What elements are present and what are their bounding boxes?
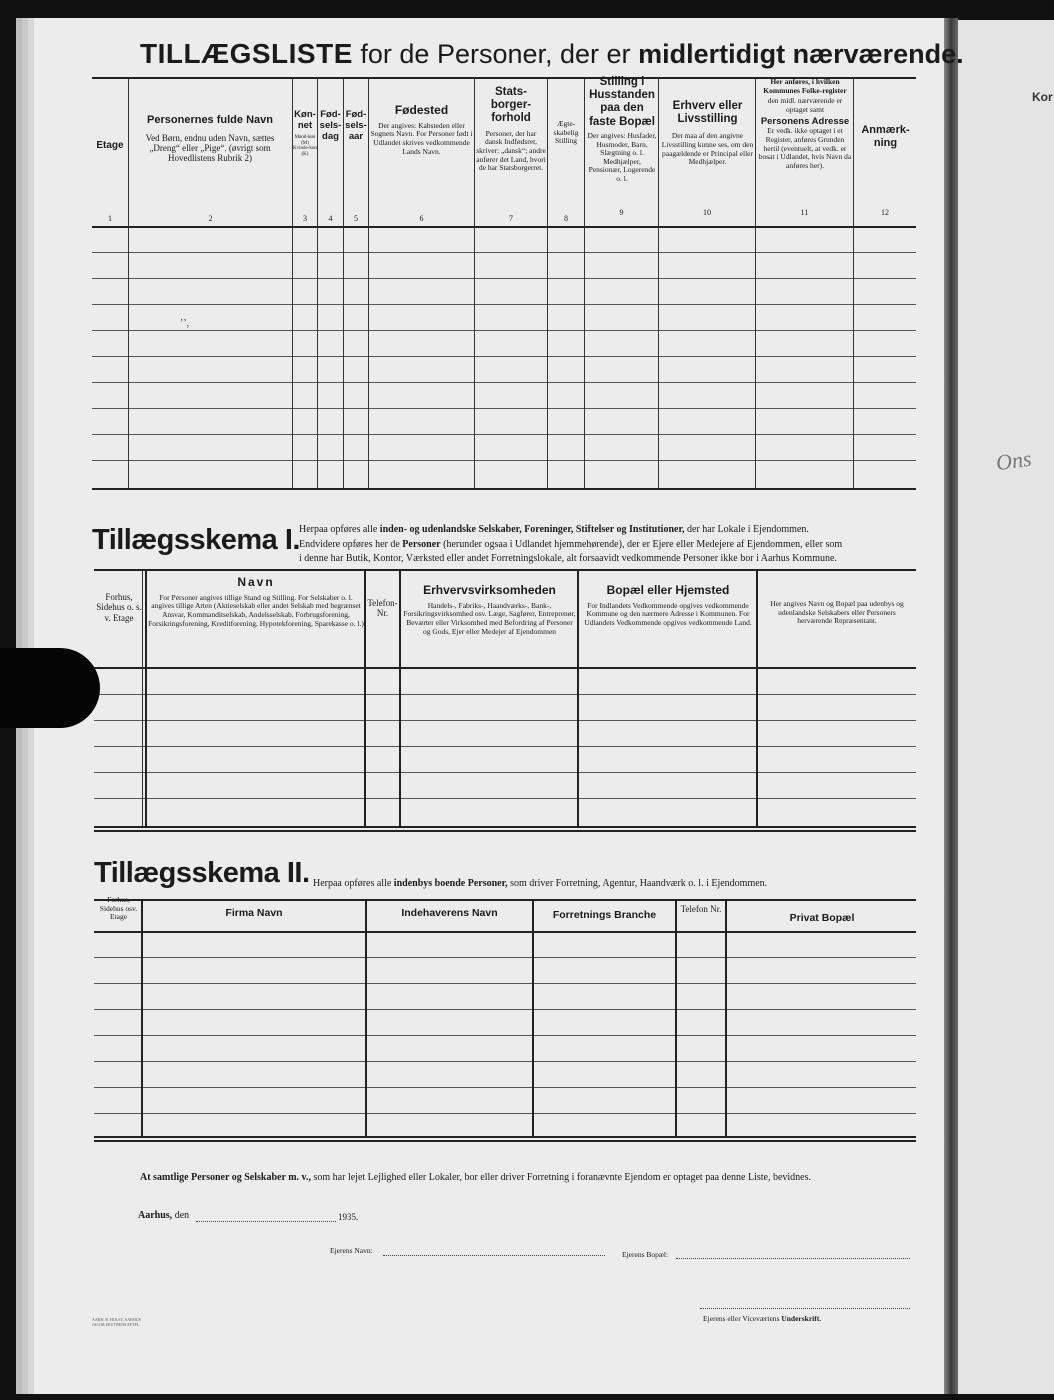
adjacent-page-handwriting: Ons [994, 445, 1033, 476]
title-end: midlertidigt nærværende. [638, 39, 964, 69]
t1-col-number: 7 [509, 214, 513, 223]
t1-header-birthday: Fød-sels-dag [319, 109, 342, 142]
schema2-row-rule [94, 957, 916, 958]
s1-header-business: Erhvervsvirksomheden Handels-, Fabriks-, Haandværks-, Bank-, Forsikringsvirksomhed osv. Læge, Sagfører, Entreprenør, Beværter eller Virksomhed med Befordring af Personer og Gods, Ejer eller Medejer af Ejendommen [403, 583, 576, 636]
s2-header-owner: Indehaverens Navn [401, 907, 498, 919]
adjacent-page-text: Kor [1032, 90, 1053, 104]
table1-row-rule [92, 330, 916, 331]
t1-col-divider [755, 78, 756, 488]
adjacent-page [958, 20, 1054, 1394]
t1-col-divider [368, 78, 369, 488]
t1-header-gender: Køn-net Mand-køn (M) Kvinde-kon (K) [293, 109, 317, 158]
schema2-top-rule [94, 899, 916, 901]
schema1-bottom-rule-double [94, 830, 916, 832]
main-title [140, 38, 964, 70]
s2-header-firm: Firma Navn [225, 907, 283, 919]
t1-col-number: 2 [208, 214, 213, 223]
table1-row-rule [92, 252, 916, 253]
t1-col-number: 6 [419, 214, 424, 223]
table1-row-rule [92, 460, 916, 461]
t1-col-number: 4 [328, 214, 333, 223]
t1-col-number: 8 [564, 214, 568, 223]
owner-name-label: Ejerens Navn: [330, 1246, 373, 1255]
s1-col-divider [399, 570, 401, 826]
s1-header-residence: Bopæl eller Hjemsted For Indlandets Vedkommende opgives vedkommende Kommune og den nærmere Adresse i Kommunen. For Udlandets Vedkommende opgives vedkommende Land. [584, 583, 752, 628]
title-middle: for de Personer, der er [360, 39, 631, 69]
t1-col-divider [658, 78, 659, 488]
index-tab [0, 648, 100, 728]
t1-col-number: 9 [619, 208, 624, 217]
handwritten-mark: ʼʼ, [180, 318, 190, 329]
t1-col-number: 11 [800, 208, 809, 217]
t1-col-number: 10 [703, 208, 711, 217]
owner-name-line [383, 1255, 605, 1256]
s2-col-divider [141, 900, 143, 1136]
table1-row-rule [92, 408, 916, 409]
table1-row-rule [92, 278, 916, 279]
table1-bottom-rule [92, 488, 916, 490]
schema2-description: Herpaa opføres alle indenbys boende Personer, som driver Forretning, Agentur, Haandværk o. l. i Ejendommen. [313, 878, 768, 889]
t1-header-household: Stilling i Husstanden paa den faste Bopæl Der angives: Husfader, Husmoder, Barn, Slægtning o. l. Medhjælper, Pensionær, Logerende o. l. [587, 76, 657, 183]
t1-header-register: Her anføres, i hvilken Kommunes Folke-register den midl. nærværende er optaget samt Personens Adresse Er vedk. ikke optaget i et Register, anføres Grunden hertil (eventuelt, at vedk. er bosat i Udlandet, hvis Navn da anføres her). [758, 77, 852, 170]
table1-row-rule [92, 434, 916, 435]
s2-col-divider [725, 900, 727, 1136]
book-gutter [944, 18, 958, 1394]
s2-header-branch: Forretnings Branche [552, 909, 657, 921]
t1-header-occupation: Erhverv eller Livsstilling Det maa af den angivne Livsstilling kunne ses, om den paagældende er Principal eller Medhjælper. [661, 100, 754, 167]
t1-col-number: 1 [108, 214, 112, 223]
owner-address-line [676, 1258, 910, 1259]
schema1-top-rule [94, 569, 916, 571]
schema1-row-rule [94, 772, 916, 773]
schema1-header-rule [94, 667, 916, 669]
signature-line [700, 1308, 910, 1309]
signature-label: Ejerens eller Viceværtens Underskrift. [703, 1314, 822, 1323]
schema1-bottom-rule [94, 826, 916, 828]
schema1-title: Tillægsskema I. [92, 524, 300, 556]
table1-row-rule [92, 382, 916, 383]
table1-header-rule [92, 226, 916, 228]
title-tillaegsliste: TILLÆGSLISTE [140, 38, 353, 69]
table1-row-rule [92, 304, 916, 305]
printer-imprint: AARH. B. HOLST, AARHUS JACOB ZEUTHENS EFTFL. [92, 1317, 141, 1327]
schema1-row-rule [94, 798, 916, 799]
s1-header-representative: Her angives Navn og Bopæl paa udenbys og udenlandske Selskabers eller Personers herværende Repræsentant. [770, 599, 904, 626]
s2-col-divider [675, 900, 677, 1136]
schema2-row-rule [94, 1009, 916, 1010]
t1-header-birthplace: Fødested Der angives: Kabsteden eller Sognets Navn. For Personer født i Udlandet skrives vedkommende Lands Navn. [370, 103, 473, 156]
s2-header-phone: Telefon Nr. [680, 904, 722, 914]
s2-col-divider [532, 900, 534, 1136]
t1-col-divider [474, 78, 475, 488]
s1-col-divider [577, 570, 579, 826]
date-line [196, 1221, 336, 1222]
year: 1935. [338, 1212, 359, 1222]
schema2-row-rule [94, 983, 916, 984]
t1-header-citizenship: Stats-borger-forhold Personer, der har dansk Indfødsret, skriver: „dansk“; andre anfører det Land, hvori de har Statsborgerret. [476, 86, 546, 173]
t1-header-name: Personernes fulde Navn Ved Børn, endnu uden Navn, sættes „Dreng“ eller „Pige“. (øvrigt som Hovedlistens Rubrik 2) [145, 114, 275, 164]
schema2-bottom-rule [94, 1136, 916, 1138]
schema2-row-rule [94, 1061, 916, 1062]
schema1-description: Herpaa opføres alle inden- og udenlandske Selskaber, Foreninger, Stiftelser og Institutioner, der har Lokale i Ejendommen. Endvidere opføres her de Personer (herunder ogsaa i Udlandet hjemmehørende), der er Ejere eller Medejere af Ejendommen, eller som i denne har Butik, Kontor, Værksted eller andet Forretningslokale, alt forsaavidt vedkommende Personer ikke bor i Aarhus Kommune. [299, 524, 843, 564]
schema1-row-rule [94, 746, 916, 747]
schema2-header-rule [94, 931, 916, 933]
t1-header-marital: Ægte-skabelig Stilling [553, 119, 579, 146]
schema2-row-rule [94, 1087, 916, 1088]
s1-header-floor: Forhus, Sidehus o. s. v. Etage [96, 592, 142, 623]
schema2-bottom-rule-double [94, 1140, 916, 1142]
t1-col-divider [853, 78, 854, 488]
t1-header-remarks: Anmærk-ning [861, 124, 910, 149]
t1-col-divider [128, 78, 129, 488]
document-page [34, 18, 944, 1394]
t1-header-birthyear: Fød-sels-aar [345, 109, 367, 142]
schema2-row-rule [94, 1035, 916, 1036]
s2-col-divider [365, 900, 367, 1136]
schema1-row-rule [94, 694, 916, 695]
schema2-title: Tillægsskema II. [94, 857, 310, 889]
s1-col-divider [145, 570, 147, 826]
t1-col-divider [584, 78, 585, 488]
s2-header-floor: Forhus, Sidehus osv. Etage [99, 895, 138, 922]
s1-col-divider [142, 570, 143, 826]
s1-col-divider [756, 570, 758, 826]
t1-header-etage: Etage [96, 140, 124, 151]
schema2-row-rule [94, 1113, 916, 1114]
table1-row-rule [92, 356, 916, 357]
schema1-row-rule [94, 720, 916, 721]
attestation-statement: At samtlige Personer og Selskaber m. v., som har lejet Lejlighed eller Lokaler, bor eller driver Forretning i foranævnte Ejendom er optaget paa denne Liste, bevidnes. [140, 1172, 811, 1183]
s1-header-name: Navn For Personer angives tillige Stand og Stilling. For Selskaber o. l. angives tillige Arten (Aktieselskab eller andet Selskab med begrænset Ansvar, Kommanditselskab, Andelsselskab, Forbrugsforening, Forsikringsforening, Kreditforening, Hypotekforening, Sparekasse o. l.) [148, 575, 364, 628]
s1-header-phone: Telefon-Nr. [367, 598, 398, 619]
t1-col-number: 3 [303, 214, 307, 223]
s2-header-private-address: Privat Bopæl [789, 912, 855, 924]
owner-address-label: Ejerens Bopæl: [622, 1250, 669, 1259]
place-label: Aarhus, den [138, 1210, 190, 1221]
t1-col-number: 12 [881, 208, 889, 217]
t1-col-number: 5 [354, 214, 358, 223]
